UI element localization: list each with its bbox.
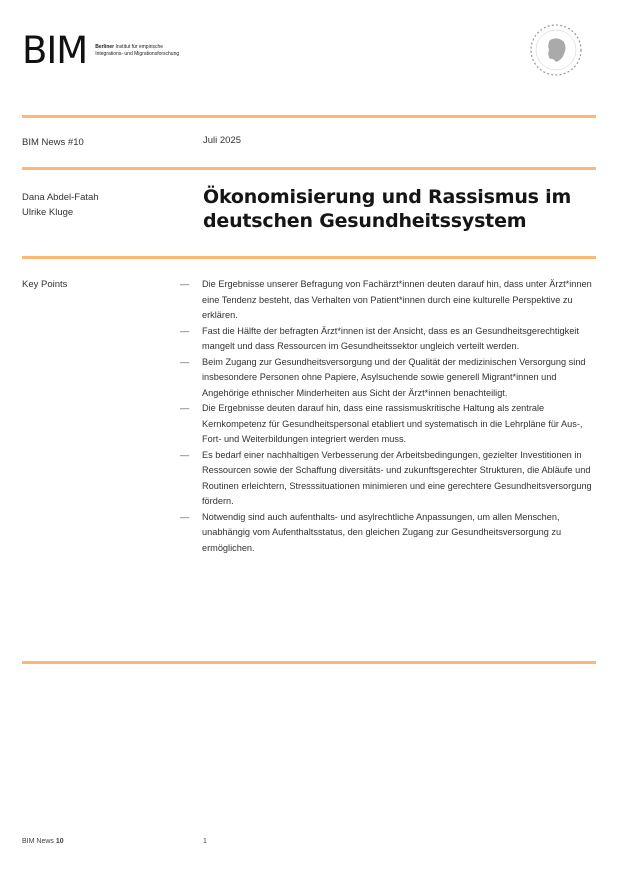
list-item: — Es bedarf einer nachhaltigen Verbesserung der Arbeitsbedingungen, gezielter Investitionen in Ressourcen sowie der Schaffung diversitäts- und zukunftsgerechter Strukturen, die Abläufe und Routinen erleichtern, Stresssituationen minimieren und eine gerechtere Gesundheitsversorgung fördern. [180,448,598,510]
list-item: — Die Ergebnisse unserer Befragung von Fachärzt*innen deuten darauf hin, dass unter Ärzt*innen eine Tendenz besteht, das Verhalten von Patient*innen durch eine kulturelle Perspektive zu erklären. [180,277,598,324]
author: Ulrike Kluge [22,207,74,218]
publication-date: Juli 2025 [203,135,242,146]
authors [22,190,99,220]
page-number: 1 [203,838,207,845]
list-item: — Beim Zugang zur Gesundheitsversorgung und der Qualität der medizinischen Versorgung sind insbesondere Personen ohne Papiere, Asylsuchende sowie generell Migrant*innen und Angehörige ethnischer Minderheiten aus Sicht der Ärzt*innen benachteiligt. [180,355,598,402]
dash-bullet-icon: — [180,356,190,367]
dash-bullet-icon: — [180,279,190,289]
dash-bullet-icon: — [180,403,190,413]
divider [22,115,596,118]
dash-bullet-icon: — [180,325,190,336]
divider [22,167,596,170]
key-points-list [180,277,598,556]
key-points-label: Key Points [22,279,68,290]
logo-mark: BIM [22,29,88,72]
author: Dana Abdel-Fatah [22,192,99,203]
page-title: Ökonomisierung und Rassismus im deutschen Gesundheitssystem [203,186,572,232]
dash-bullet-icon: — [180,511,190,522]
bim-logo [22,29,180,72]
list-item: — Die Ergebnisse deuten darauf hin, dass eine rassismuskritische Haltung als zentrale Kernkompetenz für Gesundheitspersonal etabliert und systematisch in die Lehrpläne für Aus-, Fort- und Weiterbildungen integriert werden muss. [180,401,598,448]
list-item: — Notwendig sind auch aufenthalts- und asylrechtliche Anpassungen, um allen Menschen, unabhängig vom Aufenthaltsstatus, den gleichen Zugang zur Gesundheitsversorgung zu ermöglichen. [180,510,598,557]
list-item: — Fast die Hälfte der befragten Ärzt*innen ist der Ansicht, dass es an Gesundheitsgerechtigkeit mangelt und dass Ressourcen im Gesundheitssektor ungleich verteilt werden. [180,324,598,355]
footer-series: BIM News 10 [22,838,64,845]
divider [22,256,596,259]
university-seal-icon [528,22,584,78]
divider [22,661,596,664]
logo-subtitle: Berliner Institut für empirische Integrations- und Migrationsforschung [95,43,180,57]
series-label: BIM News #10 [22,137,84,148]
dash-bullet-icon: — [180,449,190,460]
